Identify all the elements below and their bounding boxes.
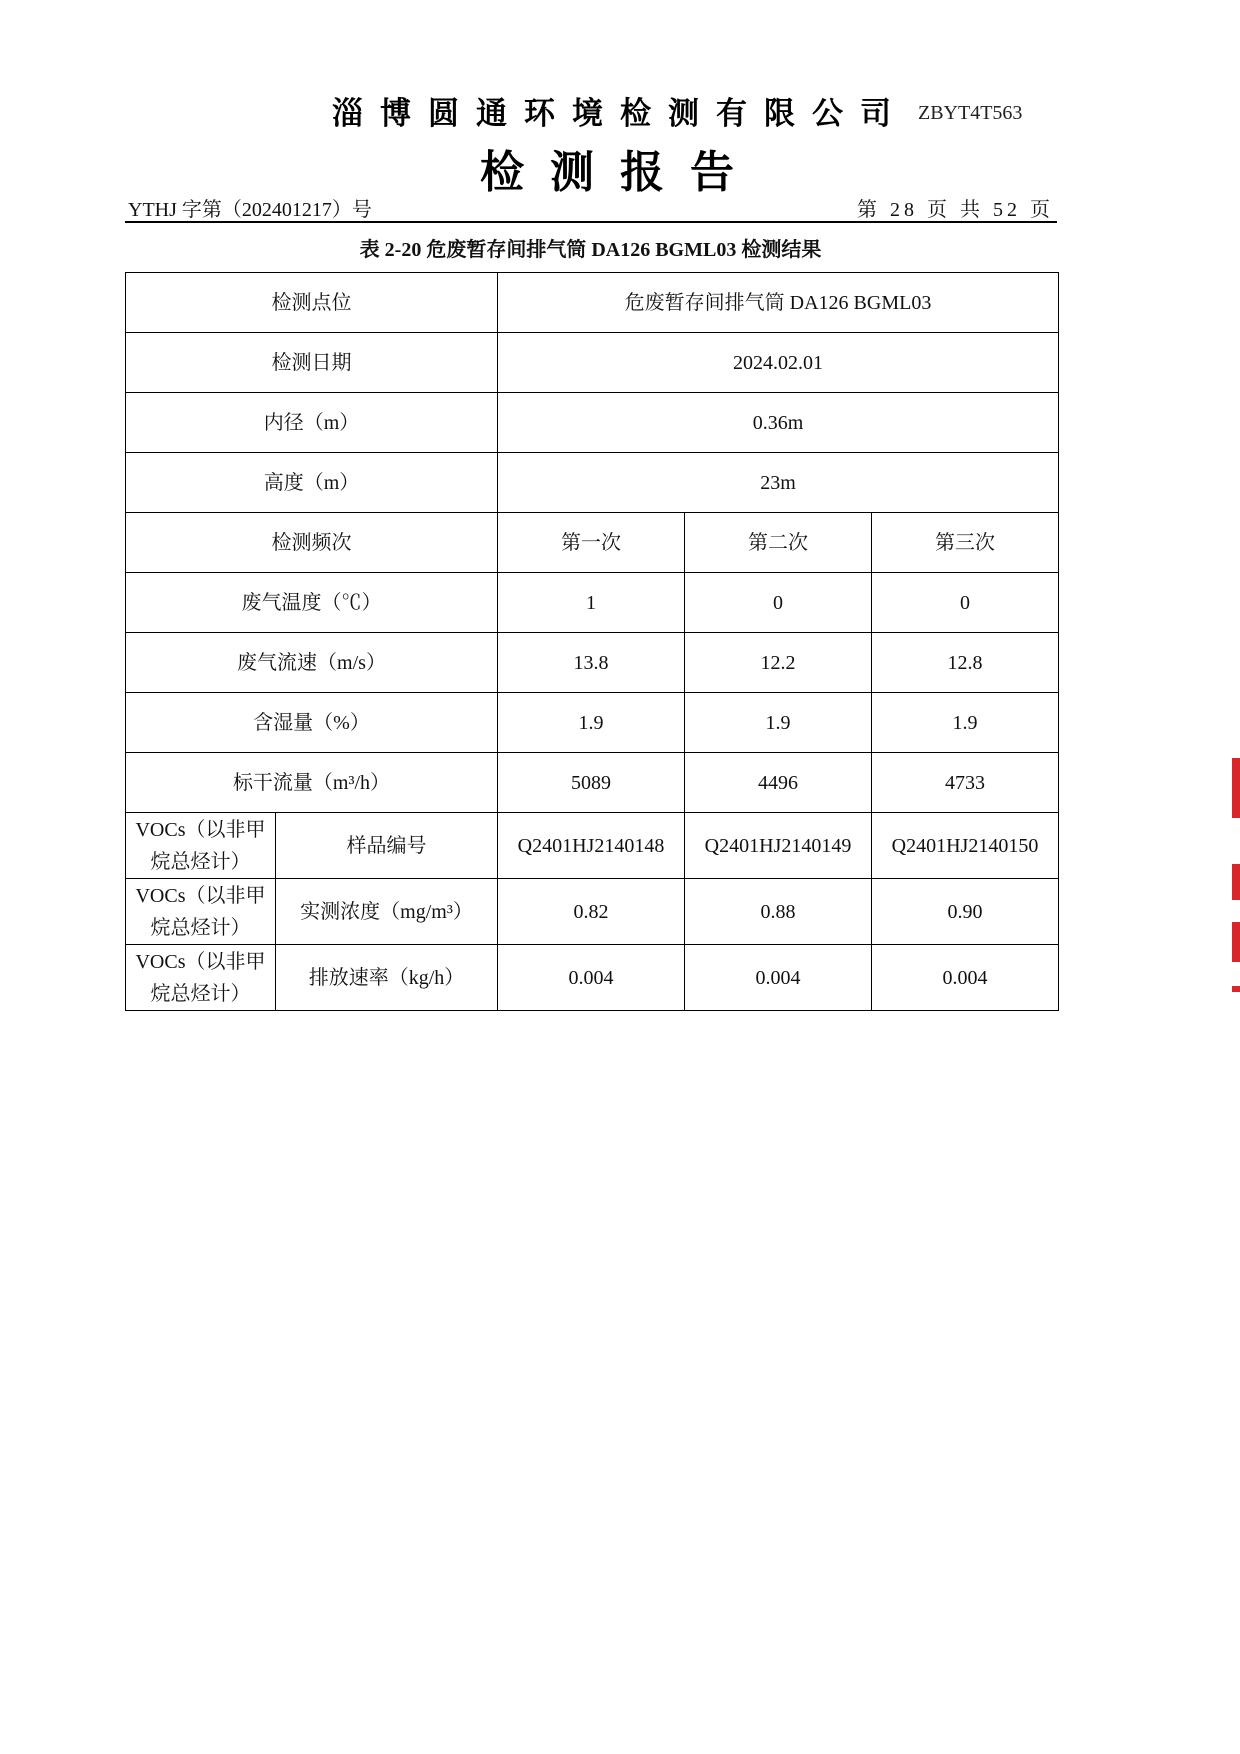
location-value: 危废暂存间排气筒 DA126 BGML03 bbox=[498, 273, 1059, 333]
row-label: 含湿量（%） bbox=[126, 693, 498, 753]
cell-value: 1.9 bbox=[872, 693, 1059, 753]
report-code: ZBYT4T563 bbox=[918, 102, 1023, 124]
cell-value: 12.2 bbox=[685, 633, 872, 693]
height-value: 23m bbox=[498, 453, 1059, 513]
cell-value: 0.82 bbox=[498, 879, 685, 945]
cell-value: 12.8 bbox=[872, 633, 1059, 693]
voc-label: VOCs（以非甲烷总烃计） bbox=[126, 813, 276, 879]
voc-label: VOCs（以非甲烷总烃计） bbox=[126, 945, 276, 1011]
row-voc-concentration bbox=[126, 879, 1059, 945]
diameter-label: 内径（m） bbox=[126, 393, 498, 453]
height-label: 高度（m） bbox=[126, 453, 498, 513]
row-date bbox=[126, 333, 1059, 393]
cell-value: 4733 bbox=[872, 753, 1059, 813]
document-title: 检测报告 bbox=[480, 147, 760, 198]
frequency-2: 第二次 bbox=[685, 513, 872, 573]
frequency-3: 第三次 bbox=[872, 513, 1059, 573]
row-label: 标干流量（m³/h） bbox=[126, 753, 498, 813]
seal-fragment bbox=[1232, 986, 1240, 992]
row-frequency bbox=[126, 513, 1059, 573]
cell-value: 0.88 bbox=[685, 879, 872, 945]
row-diameter bbox=[126, 393, 1059, 453]
table-caption: 表 2-20 危废暂存间排气筒 DA126 BGML03 检测结果 bbox=[359, 239, 822, 261]
frequency-1: 第一次 bbox=[498, 513, 685, 573]
cell-value: 4496 bbox=[685, 753, 872, 813]
voc-sub-label: 实测浓度（mg/m³） bbox=[276, 879, 498, 945]
cell-value: 0.004 bbox=[498, 945, 685, 1011]
company-name: 淄博圆通环境检测有限公司 bbox=[332, 96, 908, 132]
header-rule bbox=[125, 221, 1057, 223]
row-moisture bbox=[126, 693, 1059, 753]
cell-value: 0.90 bbox=[872, 879, 1059, 945]
row-velocity bbox=[126, 633, 1059, 693]
seal-fragment bbox=[1232, 922, 1240, 962]
cell-value: 13.8 bbox=[498, 633, 685, 693]
row-height bbox=[126, 453, 1059, 513]
cell-value: 0 bbox=[685, 573, 872, 633]
cell-value: Q2401HJ2140150 bbox=[872, 813, 1059, 879]
results-table bbox=[125, 272, 1059, 1011]
date-value: 2024.02.01 bbox=[498, 333, 1059, 393]
voc-sub-label: 排放速率（kg/h） bbox=[276, 945, 498, 1011]
cell-value: 1 bbox=[498, 573, 685, 633]
location-label: 检测点位 bbox=[126, 273, 498, 333]
row-flow bbox=[126, 753, 1059, 813]
cell-value: 1.9 bbox=[498, 693, 685, 753]
report-number: YTHJ 字第（202401217）号 bbox=[128, 199, 372, 221]
cell-value: Q2401HJ2140149 bbox=[685, 813, 872, 879]
seal-fragment bbox=[1232, 864, 1240, 900]
row-voc-sample bbox=[126, 813, 1059, 879]
row-label: 废气温度（℃） bbox=[126, 573, 498, 633]
voc-label: VOCs（以非甲烷总烃计） bbox=[126, 879, 276, 945]
row-temperature bbox=[126, 573, 1059, 633]
cell-value: 5089 bbox=[498, 753, 685, 813]
page-info: 第 28 页 共 52 页 bbox=[857, 199, 1054, 221]
seal-fragment bbox=[1232, 758, 1240, 818]
frequency-label: 检测频次 bbox=[126, 513, 498, 573]
row-location bbox=[126, 273, 1059, 333]
cell-value: 1.9 bbox=[685, 693, 872, 753]
cell-value: 0.004 bbox=[872, 945, 1059, 1011]
cell-value: Q2401HJ2140148 bbox=[498, 813, 685, 879]
date-label: 检测日期 bbox=[126, 333, 498, 393]
cell-value: 0 bbox=[872, 573, 1059, 633]
row-label: 废气流速（m/s） bbox=[126, 633, 498, 693]
diameter-value: 0.36m bbox=[498, 393, 1059, 453]
row-voc-rate bbox=[126, 945, 1059, 1011]
cell-value: 0.004 bbox=[685, 945, 872, 1011]
voc-sub-label: 样品编号 bbox=[276, 813, 498, 879]
